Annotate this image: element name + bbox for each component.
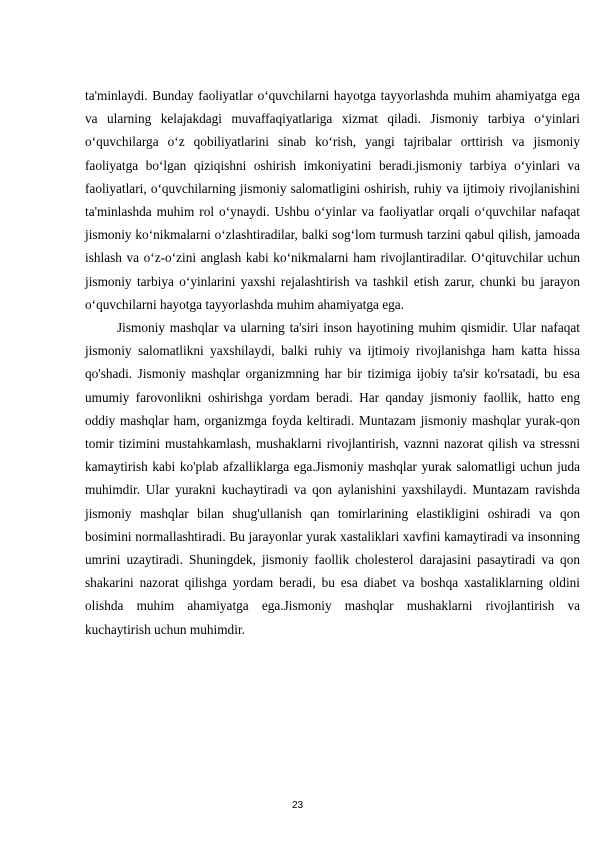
body-text bbox=[85, 84, 580, 641]
paragraph-1: ta'minlaydi. Bunday faoliyatlar o‘quvchilarni hayotga tayyorlashda muhim ahamiyatga ega va ularning kelajakdagi muvaffaqiyatlariga xizmat qiladi. Jismoniy tarbiya o‘yinlari o‘quvchilarga o‘z qobiliyatlarini sinab ko‘rish, yangi tajribalar orttirish va jismoniy faoliyatga bo‘lgan qiziqishni oshirish imkoniyatini beradi.jismoniy tarbiya o‘yinlari va faoliyatlari, o‘quvchilarning jismoniy salomatligini oshirish, ruhiy va ijtimoiy rivojlanishini ta'minlashda muhim rol o‘ynaydi. Ushbu o‘yinlar va faoliyatlar orqali o‘quvchilar nafaqat jismoniy ko‘nikmalarni o‘zlashtiradilar, balki sog‘lom turmush tarzini qabul qilish, jamoada ishlash va o‘z-o‘zini anglash kabi ko‘nikmalarni ham rivojlantiradilar. O‘qituvchilar uchun jismoniy tarbiya o‘yinlarini yaxshi rejalashtirish va tashkil etish zarur, chunki bu jarayon o‘quvchilarni hayotga tayyorlashda muhim ahamiyatga ega. bbox=[85, 88, 580, 312]
page-number: 23 bbox=[291, 800, 304, 811]
paragraph-2: Jismoniy mashqlar va ularning ta'siri inson hayotining muhim qismidir. Ular nafaqat jismoniy salomatlikni yaxshilaydi, balki ruhiy va ijtimoiy rivojlanishga ham katta hissa qo'shadi. Jismoniy mashqlar organizmning har bir tizimiga ijobiy ta'sir ko'rsatadi, bu esa umumiy farovonlikni oshirishga yordam beradi. Har qanday jismoniy faollik, hatto eng oddiy mashqlar ham, organizmga foyda keltiradi. Muntazam jismoniy mashqlar yurak-qon tomir tizimini mustahkamlash, mushaklarni rivojlantirish, vaznni nazorat qilish va stressni kamaytirish kabi ko'plab afzalliklarga ega.Jismoniy mashqlar yurak salomatligi uchun juda muhimdir. Ular yurakni kuchaytiradi va qon aylanishini yaxshilaydi. Muntazam ravishda jismoniy mashqlar bilan shug'ullanish qan tomirlarining elastikligini oshiradi va qon bosimini normallashtiradi. Bu jarayonlar yurak xastaliklari xavfini kamaytiradi va insonning umrini uzaytiradi. Shuningdek, jismoniy faollik cholesterol darajasini pasaytiradi va qon shakarini nazorat qilishga yordam beradi, bu esa diabet va boshqa xastaliklarning oldini olishda muhim ahamiyatga ega.Jismoniy mashqlar mushaklarni rivojlantirish va kuchaytirish uchun muhimdir. bbox=[85, 320, 580, 637]
